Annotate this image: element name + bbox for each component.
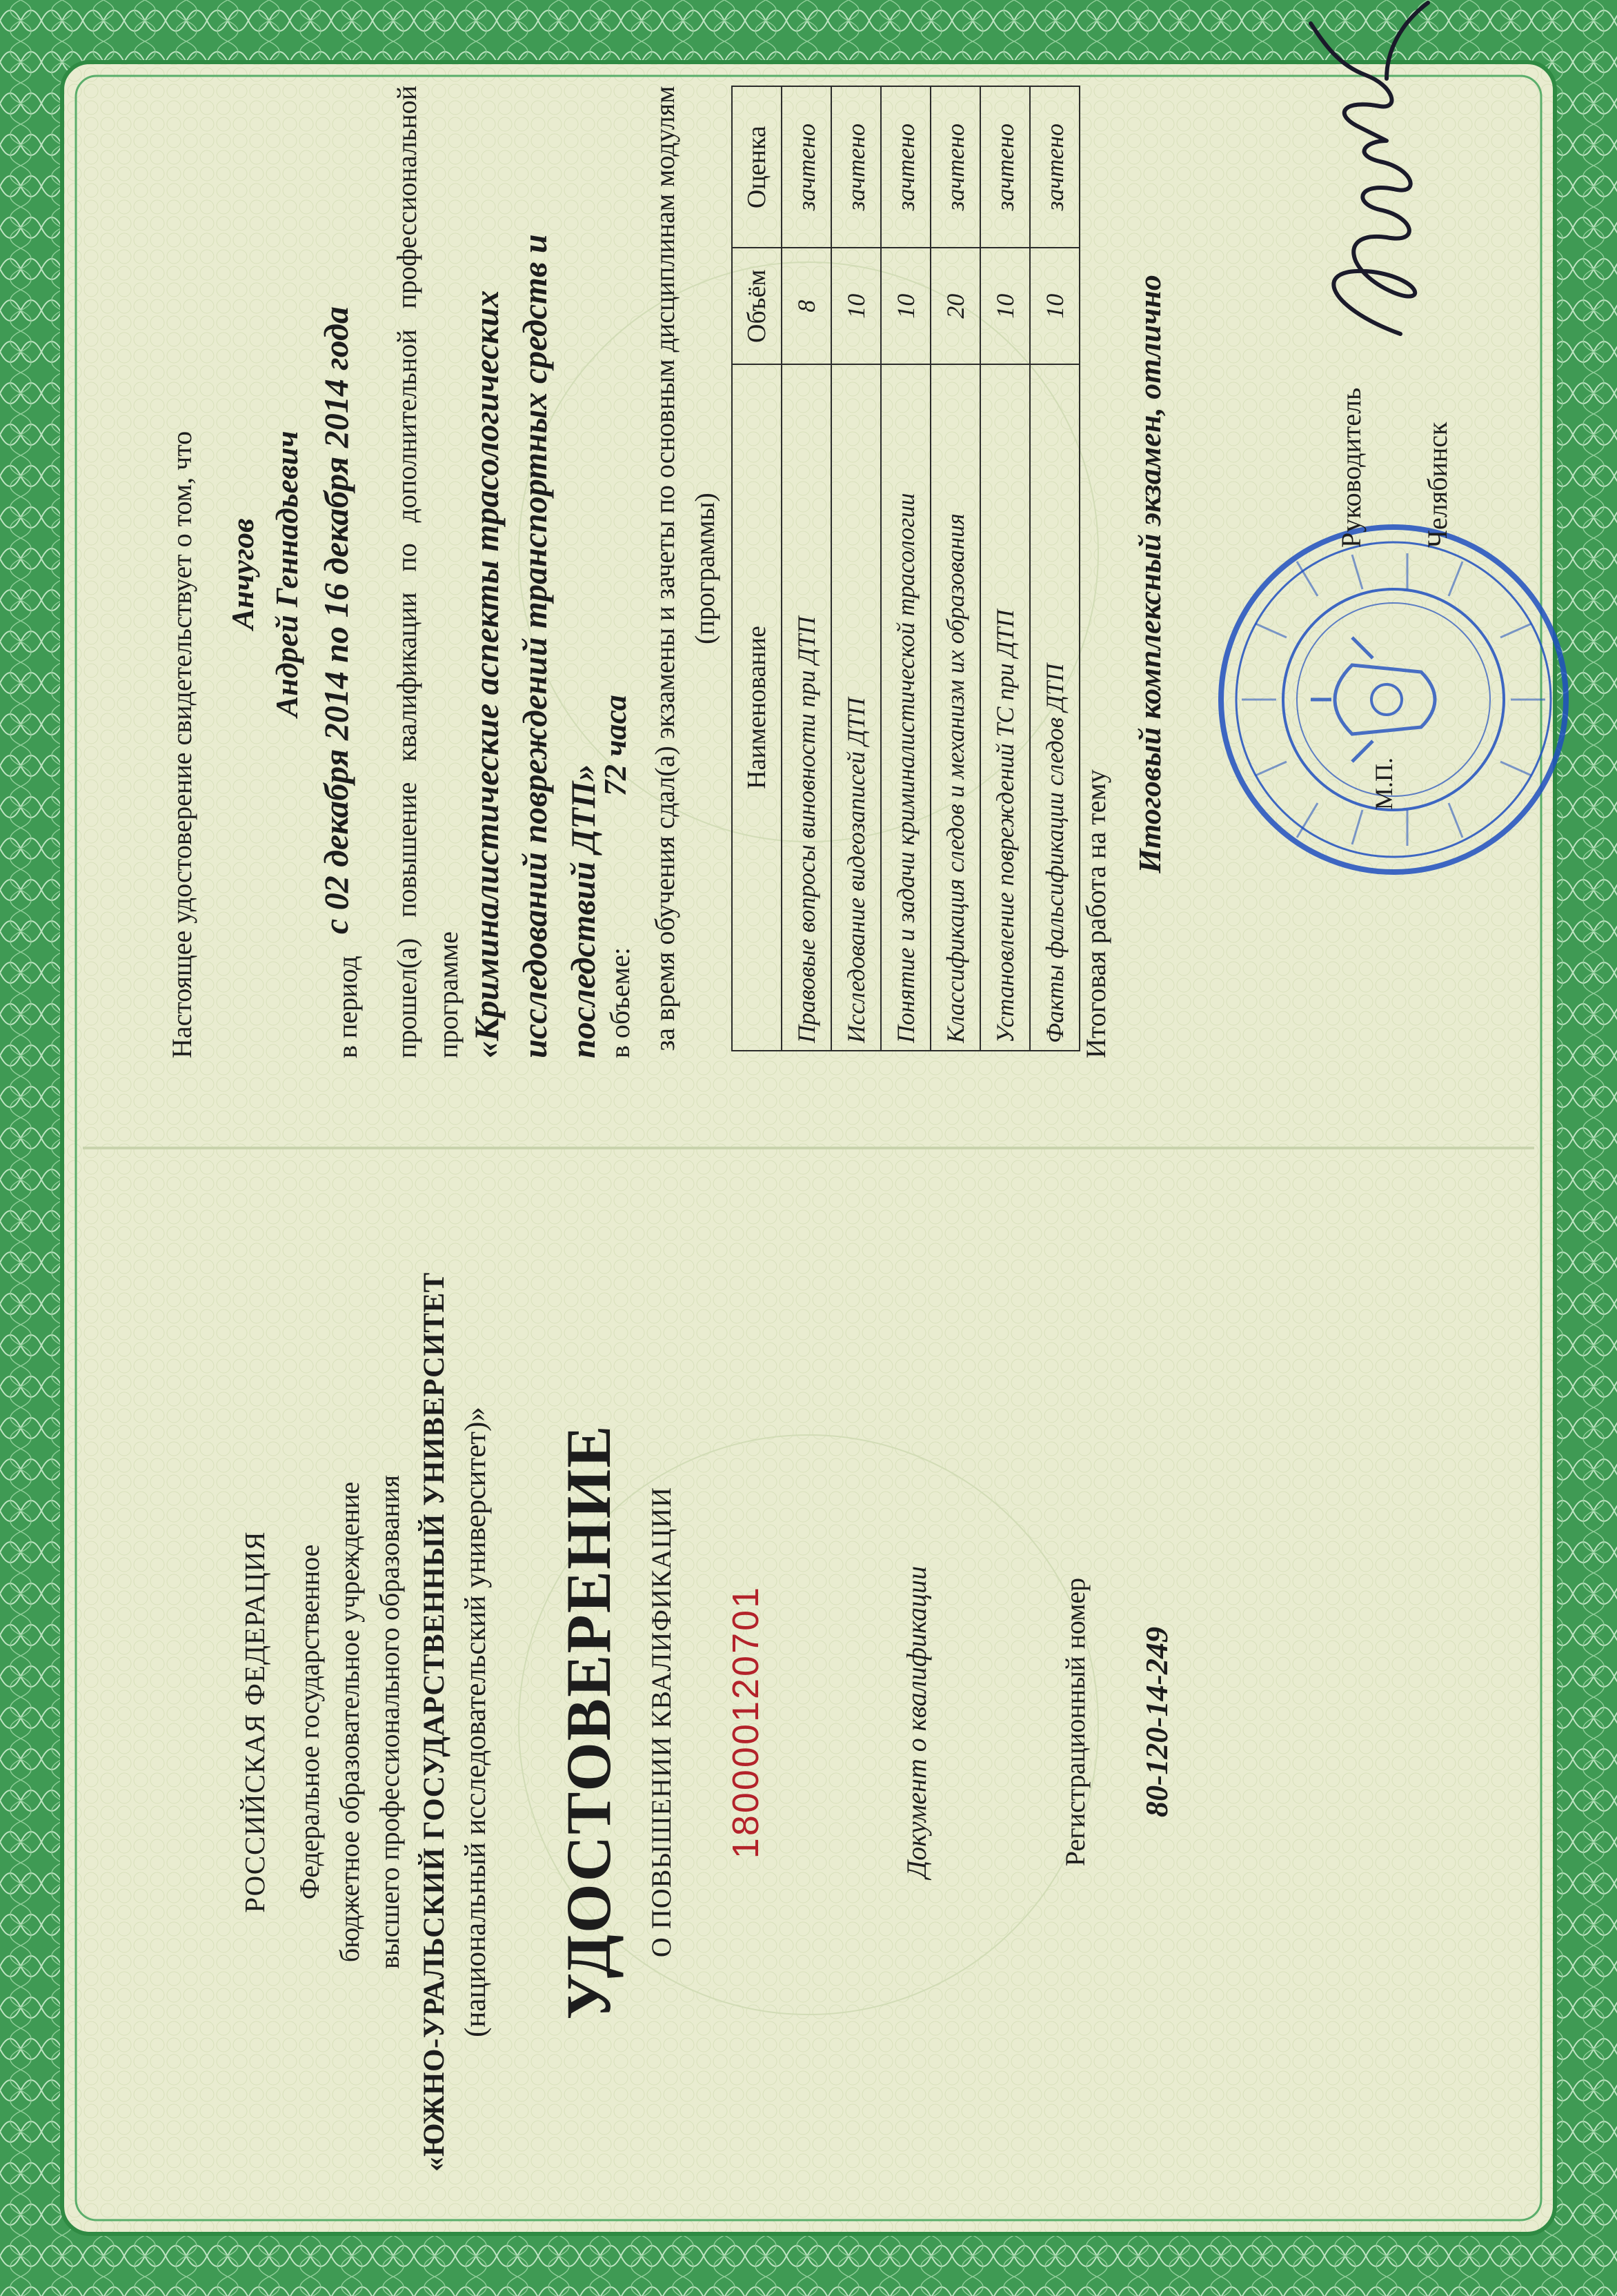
qualification-doc-label: Документ о квалификации bbox=[901, 1565, 932, 1879]
discipline-name: Установление повреждений ТС при ДТП bbox=[980, 364, 1030, 1051]
discipline-grade: зачтено bbox=[782, 86, 831, 248]
org-type-line: бюджетное образовательное учреждение bbox=[334, 1481, 365, 1963]
serial-number: 180000120701 bbox=[725, 1585, 766, 1859]
program-title: «Криминалистические аспекты трасологических исследований повреждений транспортных средств и последствий ДТП» bbox=[467, 234, 602, 1058]
discipline-grade: зачтено bbox=[931, 86, 980, 248]
discipline-grade: зачтено bbox=[1030, 86, 1080, 248]
volume-label: в объеме: bbox=[604, 947, 635, 1058]
holder-given-name: Андрей Геннадьевич bbox=[269, 430, 304, 718]
org-type-line: высшего профессионального образования bbox=[374, 1475, 405, 1969]
discipline-name: Понятие и задачи криминалистической трасологии bbox=[881, 364, 931, 1051]
table-row bbox=[1030, 86, 1080, 1051]
final-work-theme: Итоговый комплексный экзамен, отлично bbox=[1132, 275, 1167, 873]
country-name: РОССИЙСКАЯ ФЕДЕРАЦИЯ bbox=[239, 1531, 270, 1913]
final-work-label: Итоговая работа на тему bbox=[1080, 769, 1111, 1058]
table-row bbox=[881, 86, 931, 1051]
registration-number-label: Регистрационный номер bbox=[1060, 1577, 1091, 1867]
discipline-name: Правовые вопросы виновности при ДТП bbox=[782, 364, 831, 1051]
city-name: Челябинск bbox=[1422, 422, 1453, 548]
university-seal-icon bbox=[1214, 520, 1573, 879]
head-label: Руководитель bbox=[1336, 387, 1367, 548]
period-label: в период bbox=[332, 956, 363, 1058]
signature-icon bbox=[1283, 0, 1462, 348]
discipline-grade: зачтено bbox=[980, 86, 1030, 248]
university bbox=[414, 1148, 497, 2296]
table-row bbox=[980, 86, 1030, 1051]
discipline-volume: 20 bbox=[931, 248, 980, 364]
university-name: «ЮЖНО-УРАЛЬСКИЙ ГОСУДАРСТВЕННЫЙ УНИВЕРСИТЕТ bbox=[418, 1272, 450, 2172]
header-name: Наименование bbox=[732, 364, 782, 1051]
cover-page bbox=[0, 1148, 1617, 2296]
exams-text: за время обучения сдал(а) экзамены и зачеты по основным дисциплинам модулям (программы) bbox=[649, 86, 720, 1051]
university-subname: (национальный исследовательский университет)» bbox=[459, 1407, 492, 2037]
header-grade: Оценка bbox=[732, 86, 782, 248]
discipline-volume: 10 bbox=[1030, 248, 1080, 364]
discipline-volume: 10 bbox=[831, 248, 881, 364]
organization-type bbox=[290, 1148, 410, 2296]
org-type-line: Федеральное государственное bbox=[294, 1544, 325, 1900]
mp-label: М.П. bbox=[1370, 757, 1398, 810]
registration-number: 80-120-14-249 bbox=[1139, 1627, 1174, 1817]
training-period: с 02 декабря 2014 по 16 декабря 2014 года bbox=[317, 306, 355, 934]
discipline-name: Классификация следов и механизм их образования bbox=[931, 364, 980, 1051]
table-header-row bbox=[732, 86, 782, 1051]
program-volume: 72 часа bbox=[597, 695, 633, 796]
discipline-name: Факты фальсификации следов ДТП bbox=[1030, 364, 1080, 1051]
table-row bbox=[831, 86, 881, 1051]
header-volume: Объём bbox=[732, 248, 782, 364]
intro-text: Настоящее удостоверение свидетельствует о том, что bbox=[166, 430, 197, 1058]
holder-name bbox=[221, 0, 309, 1148]
document-title: УДОСТОВЕРЕНИЕ bbox=[553, 1424, 624, 2020]
discipline-volume: 10 bbox=[980, 248, 1030, 364]
holder-surname: Анчугов bbox=[225, 518, 260, 630]
table-row bbox=[782, 86, 831, 1051]
passed-text: прошел(а) повышение квалификации по дополнительной профессиональной программе bbox=[391, 86, 464, 1058]
document-subtitle: О ПОВЫШЕНИИ КВАЛИФИКАЦИИ bbox=[646, 1486, 677, 1958]
discipline-volume: 8 bbox=[782, 248, 831, 364]
discipline-volume: 10 bbox=[881, 248, 931, 364]
discipline-grade: зачтено bbox=[831, 86, 881, 248]
discipline-name: Исследование видеозаписей ДТП bbox=[831, 364, 881, 1051]
disciplines-table bbox=[731, 86, 1080, 1051]
table-row bbox=[931, 86, 980, 1051]
discipline-grade: зачтено bbox=[881, 86, 931, 248]
